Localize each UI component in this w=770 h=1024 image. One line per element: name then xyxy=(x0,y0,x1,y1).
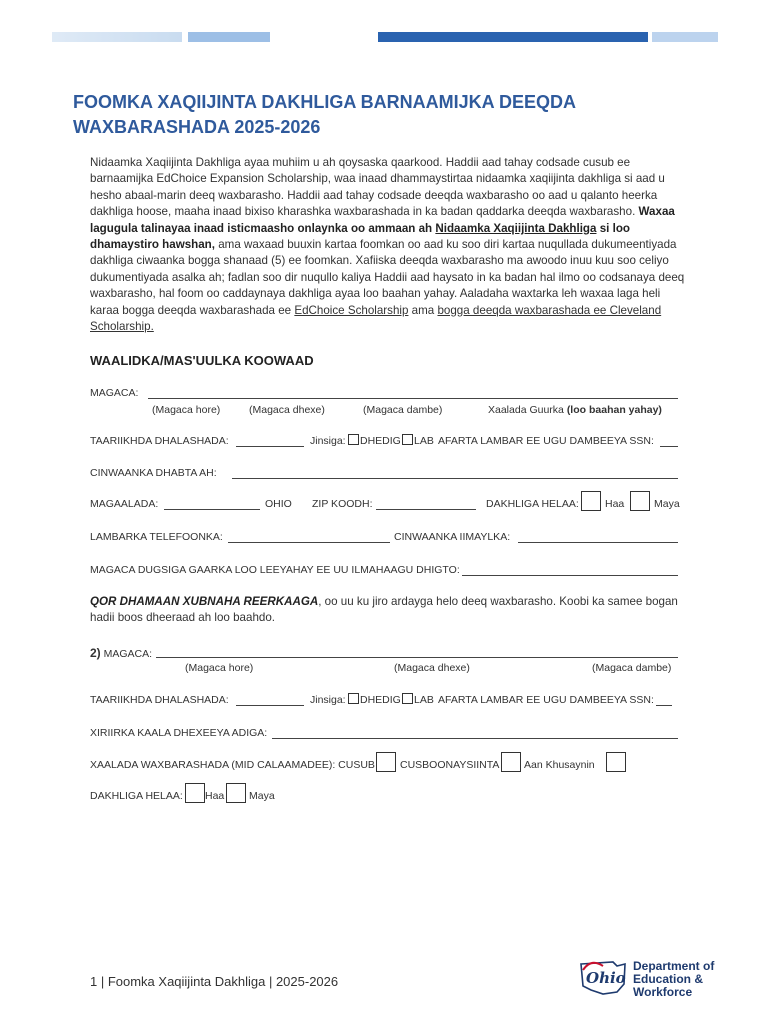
male-label: LAB xyxy=(414,435,434,447)
income-yes-label: Haa xyxy=(605,498,625,510)
member-2-dob-field[interactable] xyxy=(236,705,304,706)
last-name-hint: (Magaca dambe) xyxy=(363,404,443,416)
note-bold: QOR DHAMAAN XUBNAHA REERKAAGA xyxy=(90,595,319,608)
relation-label: XIRIIRKA KAALA DHEXEEYA ADIGA: xyxy=(90,727,268,739)
status-renew-box[interactable] xyxy=(501,752,521,772)
marital-status-hint: Xaalada Guurka (loo baahan yahay) xyxy=(488,404,662,416)
department-name-line: Workforce xyxy=(633,985,693,999)
page-footer: 1 | Foomka Xaqiijinta Dakhliga | 2025-2026 xyxy=(90,974,339,989)
female-label: DHEDIG xyxy=(360,435,401,447)
note-text: , oo uu ku jiro ardayga helo deeq waxbarasho. Koobi ka samee bogan hadii boos dheeraad ah loo baahdo. xyxy=(90,595,678,625)
intro-paragraph xyxy=(90,155,688,335)
phone-label: LAMBARKA TELEFOONKA: xyxy=(90,531,223,543)
city-field[interactable] xyxy=(164,509,260,510)
member-2-income-yes-box[interactable] xyxy=(185,783,205,803)
decor-segment xyxy=(52,32,182,42)
income-verification-link[interactable]: Nidaamka Xaqiijinta Dakhliga xyxy=(435,221,597,235)
member-2-income-no-label: Maya xyxy=(249,790,275,802)
name-label: MAGACA: xyxy=(90,387,139,399)
state-value: OHIO xyxy=(265,498,292,510)
member-2-last-hint: (Magaca dambe) xyxy=(592,662,672,674)
member-2-ssn-label: AFARTA LAMBAR EE UGU DAMBEEYA SSN: xyxy=(438,694,654,706)
member-2-name-label: 2) MAGACA: xyxy=(90,646,153,660)
intro-bold: si loo dhamaystiro hawshan, xyxy=(90,221,630,252)
ohio-logo-icon xyxy=(577,956,629,998)
income-no-label: Maya xyxy=(654,498,680,510)
section-heading: WAALIDKA/MAS'UULKA KOOWAAD xyxy=(90,353,314,368)
dob-field[interactable] xyxy=(236,446,304,447)
address-field[interactable] xyxy=(232,478,678,479)
ssn-field[interactable] xyxy=(660,446,678,447)
first-name-hint: (Magaca hore) xyxy=(152,404,221,416)
member-2-female-label: DHEDIG xyxy=(360,694,401,706)
name-field[interactable] xyxy=(148,398,678,399)
edchoice-link[interactable]: EdChoice Scholarship xyxy=(294,303,409,317)
decor-segment xyxy=(652,32,718,42)
status-not-enrolled-box[interactable] xyxy=(606,752,626,772)
school-label: MAGACA DUGSIGA GAARKA LOO LEEYAHAY EE UU ILMAHAAGU DHIGTO: xyxy=(90,564,460,576)
school-status-label: XAALADA WAXBARASHADA (MID CALAAMADEE): CUSUB xyxy=(90,759,375,771)
cleveland-link[interactable]: bogga deeqda waxbarashada ee Cleveland Scholarship. xyxy=(90,303,662,334)
member-2-male-checkbox[interactable] xyxy=(402,693,413,704)
intro-bold: Waxaa lagugula talinayaa inaad isticmaasho onlaynka oo ammaan ah xyxy=(90,205,675,235)
department-name xyxy=(633,960,714,999)
member-2-male-label: LAB xyxy=(414,694,434,706)
middle-name-hint: (Magaca dhexe) xyxy=(249,404,325,416)
male-checkbox[interactable] xyxy=(402,434,413,445)
member-2-first-hint: (Magaca hore) xyxy=(185,662,254,674)
zip-label: ZIP KOODH: xyxy=(312,498,373,510)
status-renew-label: CUSBOONAYSIINTA xyxy=(400,759,500,771)
department-name-line: Department of xyxy=(633,959,715,973)
school-field[interactable] xyxy=(462,575,678,576)
member-2-female-checkbox[interactable] xyxy=(348,693,359,704)
email-field[interactable] xyxy=(518,542,678,543)
income-yes-box[interactable] xyxy=(581,491,601,511)
income-no-box[interactable] xyxy=(630,491,650,511)
department-name-line: Education & xyxy=(633,972,704,986)
status-new-box[interactable] xyxy=(376,752,396,772)
gender-label: Jinsiga: xyxy=(310,435,346,447)
income-label: DAKHLIGA HELAA: xyxy=(486,498,579,510)
dob-label: TAARIIKHDA DHALASHADA: xyxy=(90,435,229,447)
ohio-wordmark: Ohio xyxy=(586,969,626,987)
member-2-income-yes-label: Haa xyxy=(205,790,225,802)
female-checkbox[interactable] xyxy=(348,434,359,445)
intro-text: ama xyxy=(411,303,435,317)
intro-text: Nidaamka Xaqiijinta Dakhliga ayaa muhiim u ah qoysaska qaarkood. Haddii aad tahay codsade cusub ee barnaamijka EdChoice Expansion Scholarship, waa inaad dhammaystirtaa nidaamka xaqiijinta dakhliga si aad u hesho abaal-marin deeq waxbarasho. Haddii aad tahay codsade deeqda waxbarasho oo aad u qalanto heerka dakhliga hoose, maaha inaad bixiso kharashka waxbarashada in ka badan qaddarka deeqda waxbarasho. xyxy=(90,156,665,219)
ssn-label: AFARTA LAMBAR EE UGU DAMBEEYA SSN: xyxy=(438,435,654,447)
decor-segment xyxy=(378,32,648,42)
household-note xyxy=(90,594,690,627)
status-not-enrolled-label: Aan Khusaynin xyxy=(524,759,595,771)
member-2-middle-hint: (Magaca dhexe) xyxy=(394,662,470,674)
member-2-name-field[interactable] xyxy=(156,657,678,658)
relation-field[interactable] xyxy=(272,738,678,739)
member-2-income-no-box[interactable] xyxy=(226,783,246,803)
member-2-gender-label: Jinsiga: xyxy=(310,694,346,706)
city-label: MAGAALADA: xyxy=(90,498,159,510)
member-2-income-label: DAKHLIGA HELAA: xyxy=(90,790,183,802)
member-2-dob-label: TAARIIKHDA DHALASHADA: xyxy=(90,694,229,706)
phone-field[interactable] xyxy=(228,542,390,543)
decor-segment xyxy=(188,32,270,42)
address-label: CINWAANKA DHABTA AH: xyxy=(90,467,217,479)
page-title: FOOMKA XAQIIJINTA DAKHLIGA BARNAAMIJKA DEEQDA WAXBARASHADA 2025-2026 xyxy=(73,92,576,137)
zip-field[interactable] xyxy=(376,509,476,510)
member-2-ssn-field[interactable] xyxy=(656,705,672,706)
intro-text: ama waxaad buuxin kartaa foomkan oo aad ku soo diri kartaa nuqullada dukumeentiyada dakhliga ciwaanka bogga shanaad (5) ee foomkan. Xafiiska deeqda waxbarasho ma awoodo inuu kuu soo celiyo dukumentiyada asalka ah; fadlan soo dir nuqullo kaliya Haddii aad haysato in ka badan hal ilmo oo codsanaya deeq waxbarasho, hal foom oo caddaynaya dakhliga ayaa loo baahan yahay. Aaladaha waxtarka leh waxaa laga heli karaa bogga deeqda waxbarashada ee xyxy=(90,238,685,317)
email-label: CINWAANKA IIMAYLKA: xyxy=(394,531,511,543)
